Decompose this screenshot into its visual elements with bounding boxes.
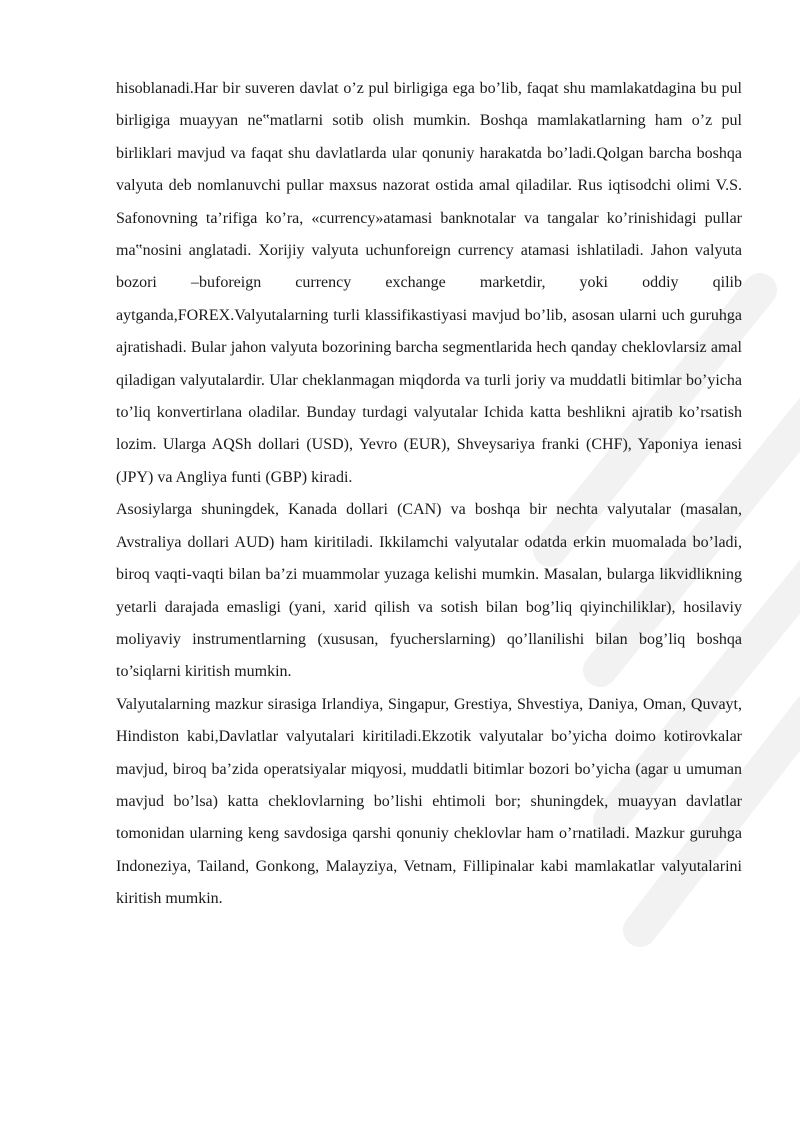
paragraph-3: Valyutalarning mazkur sirasiga Irlandiya, Singapur, Grestiya, Shvestiya, Daniya, Oman, Quvayt, Hindiston kabi,Davlatlar valyutalari kiritiladi.Ekzotik valyutalar bo’yicha doimo kotirovkalar mavjud, biroq ba’zida operatsiyalar miqyosi, muddatli bitimlar bozori bo’yicha (agar u umuman mavjud bo’lsa) katta cheklovlarning bo’lishi ehtimoli bor; shuningdek, muayyan davlatlar tomonidan ularning keng savdosiga qarshi qonuniy cheklovlar ham o’rnatiladi. Mazkur guruhga Indoneziya, Tailand, Gonkong, Malayziya, Vetnam, Fillipinalar kabi mamlakatlar valyutalarini kiritish mumkin.	[116, 695, 742, 908]
document-body	[116, 73, 742, 916]
paragraph-2: Asosiylarga shuningdek, Kanada dollari (CAN) va boshqa bir nechta valyutalar (masalan, Avstraliya dollari AUD) ham kiritiladi. Ikkilamchi valyutalar odatda erkin muomalada bo’ladi, biroq vaqti-vaqti bilan ba’zi muammolar yuzaga kelishi mumkin. Masalan, bularga likvidlikning yetarli darajada emasligi (yani, xarid qilish va sotish bilan bog’liq qiyinchiliklar), hosilaviy moliyaviy instrumentlarning (xususan, fyucherslarning) qo’llanilishi bilan bog’liq boshqa to’siqlarni kiritish mumkin.	[116, 501, 742, 681]
paragraph-1: hisoblanadi.Har bir suveren davlat o’z pul birligiga ega bo’lib, faqat shu mamlakatdagina bu pul birligiga muayyan ne‟matlarni sotib olish mumkin. Boshqa mamlakatlarning ham o’z pul birliklari mavjud va faqat shu davlatlarda ular qonuniy harakatda bo’ladi.Qolgan barcha boshqa valyuta deb nomlanuvchi pullar maxsus nazorat ostida amal qiladilar. Rus iqtisodchi olimi V.S. Safonovning ta’rifiga ko’ra, «currency»atamasi banknotalar va tangalar ko’rinishidagi pullar ma‟nosini anglatadi. Xorijiy valyuta uchunforeign currency atamasi ishlatiladi. Jahon valyuta bozori –buforeign currency exchange marketdir, yoki oddiy qilib aytganda,FOREX.Valyutalarning turli klassifikastiyasi mavjud bo’lib, asosan ularni uch guruhga ajratishadi. Bular jahon valyuta bozorining barcha segmentlarida hech qanday cheklovlarsiz amal qiladigan valyutalardir. Ular cheklanmagan miqdorda va turli joriy va muddatli bitimlar bo’yicha to’liq konvertirlana oladilar. Bunday turdagi valyutalar Ichida katta beshlikni ajratib ko’rsatish lozim. Ularga AQSh dollari (USD), Yevro (EUR), Shveysariya franki (CHF), Yaponiya ienasi (JPY) va Angliya funti (GBP) kiradi.	[116, 80, 742, 486]
